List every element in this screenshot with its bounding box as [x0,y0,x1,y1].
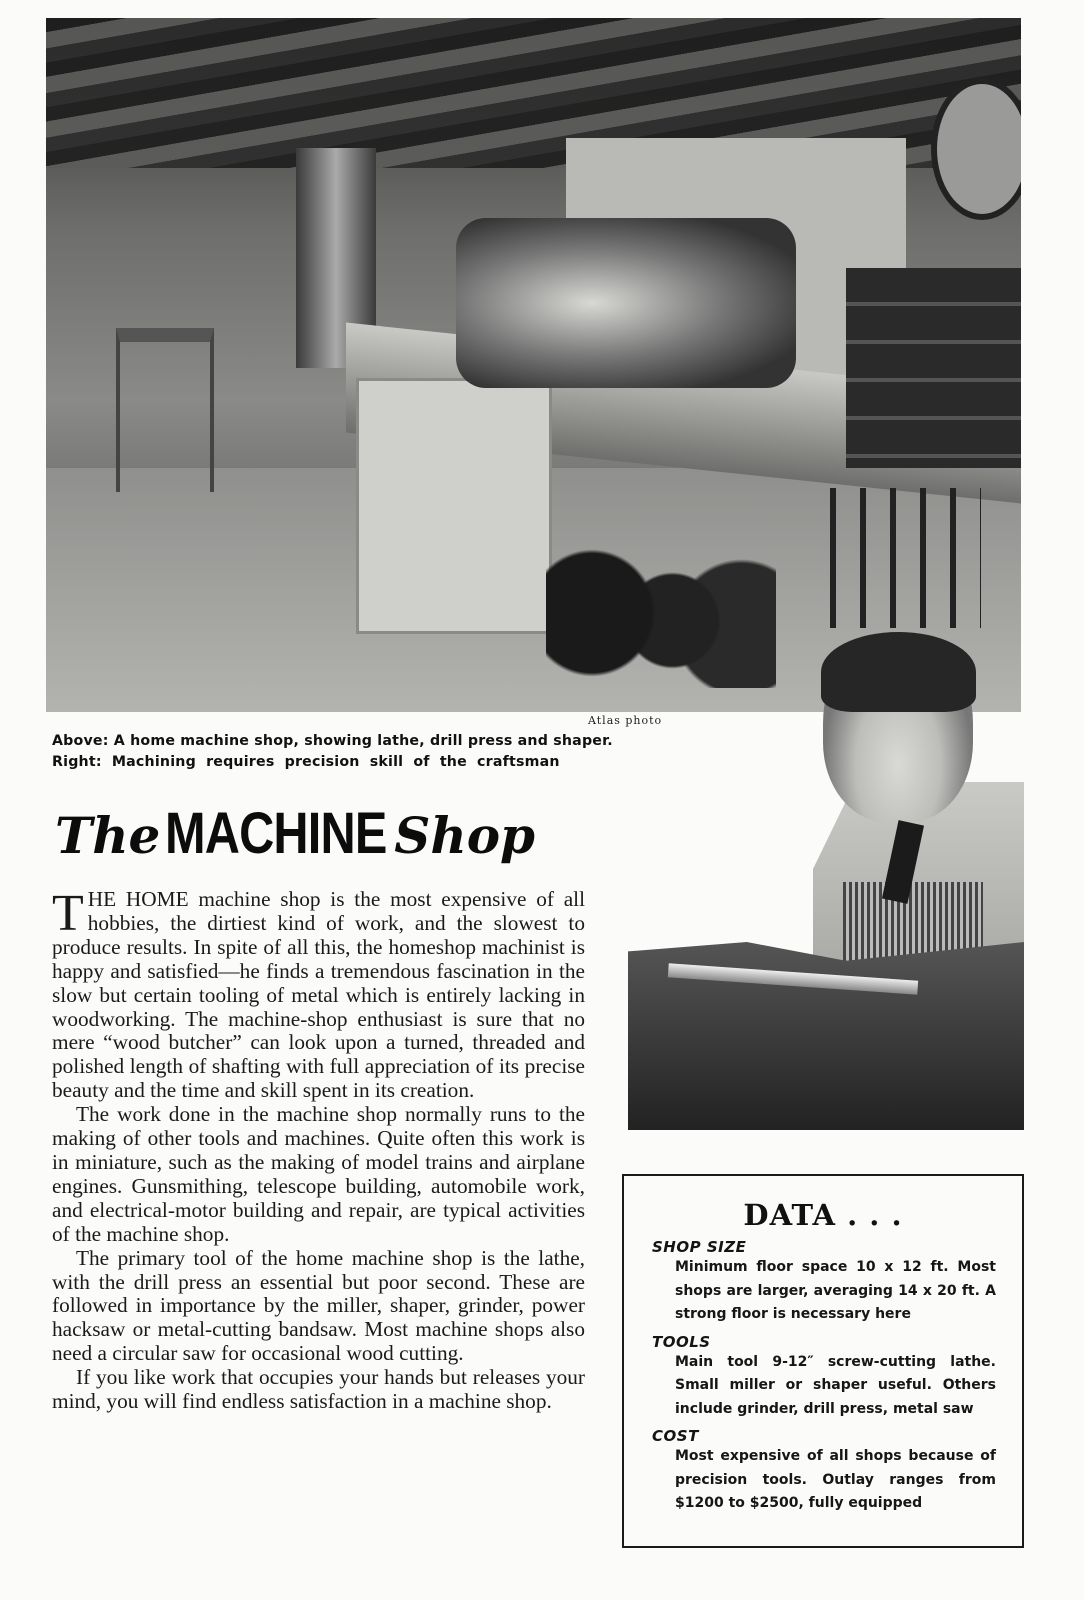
article-paragraph: If you like work that occupies your hands but releases your mind, you will find endless satisfaction in a machine shop. [52,1365,585,1414]
photo-lathe [456,218,796,388]
article-paragraph [52,885,585,1103]
workshop-photo [46,18,1021,712]
drop-cap: T [52,885,84,942]
photo-machinist-hair [821,632,976,712]
photo-stool [116,328,214,492]
page-title [55,800,535,880]
data-box-heading: DATA . . . [743,1198,903,1232]
data-section-shop-size [652,1238,996,1327]
data-section-body: Minimum floor space 10 x 12 ft. Most shops are larger, averaging 14 x 20 ft. A strong floor is necessary here [675,1259,996,1322]
article-paragraph: The work done in the machine shop normally runs to the making of other tools and machines. Quite often this work is in miniature, such as the making of model trains and airplane engines. Gunsmithing, telescope building, automobile work, and electrical-motor building and repair, are typical activities of the machine shop. [52,1102,585,1246]
photo-credit: Atlas photo [588,714,663,727]
article-paragraph: The primary tool of the home machine shop is the lathe, with the drill press an essential but poor second. These are followed in importance by the miller, shaper, grinder, power hacksaw or metal-cutting bandsaw. Most machine shops also need a circular saw for occasional wood cutting. [52,1245,585,1366]
photo-caption [52,731,712,773]
title-suffix: Shop [394,806,536,865]
photo-drawers [846,268,1021,468]
photo-wall-clock [931,78,1021,220]
article-body [52,885,585,1414]
title-main: MACHINE [165,801,387,866]
caption-line-right: Right: Machining requires precision skill of the craftsman [52,754,560,770]
title-prefix: The [55,806,161,865]
photo-cabinet [356,378,552,634]
data-section-cost [652,1427,996,1516]
machinist-photo [628,632,1024,1130]
data-section-label: SHOP SIZE [652,1238,747,1256]
article-paragraph-text: HE HOME machine shop is the most expensive of all hobbies, the dirtiest kind of work, and the slowest to produce results. In spite of all this, the homeshop machinist is happy and satisfied—he finds a tremendous fascination in the slow but certain tooling of metal which is entirely lacking in woodworking. The machine-shop enthusiast is sure that no mere “wood butcher” can look upon a turned, threaded and polished length of shafting with full appreciation of its precise beauty and the time and skill spent in its creation. [52,887,585,1103]
data-section-tools [652,1333,996,1422]
photo-hanging-files [806,488,981,628]
data-section-body: Most expensive of all shops because of precision tools. Outlay ranges from $1200 to $2500, fully equipped [675,1448,996,1511]
data-section-label: TOOLS [652,1332,711,1351]
data-section-body: Main tool 9-12″ screw-cutting lathe. Small miller or shaper useful. Others include grinder, drill press, metal saw [675,1353,996,1417]
caption-line-above: Above: A home machine shop, showing lathe, drill press and shaper. [52,733,613,749]
data-sidebar-box [622,1174,1024,1548]
data-section-label: COST [652,1427,699,1445]
